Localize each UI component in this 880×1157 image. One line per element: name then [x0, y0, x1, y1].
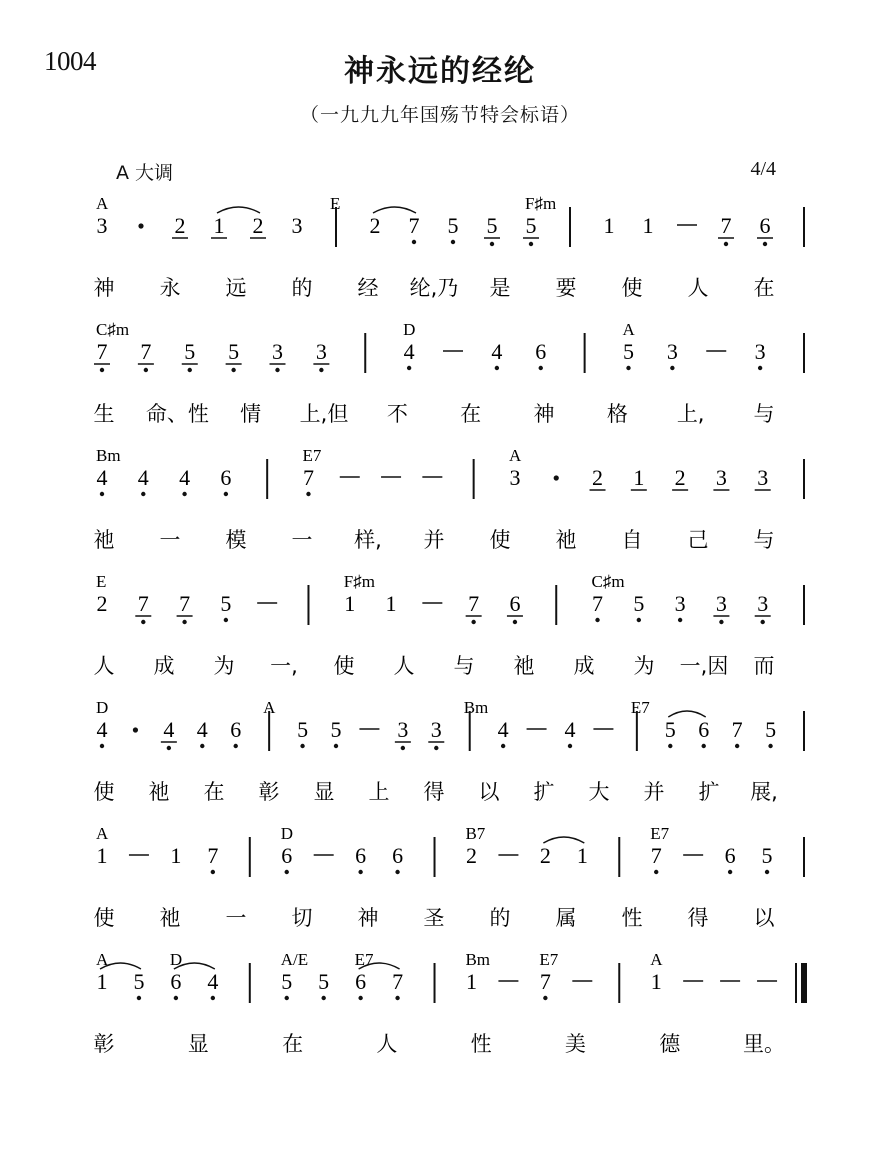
- lyric-syllable: 样,: [354, 528, 382, 552]
- note-digit: 5: [330, 717, 342, 742]
- lyric-syllable: 不: [386, 402, 408, 426]
- chord-symbol: A/E: [280, 950, 309, 969]
- lyric-syllable: 命、性: [145, 402, 209, 426]
- octave-dot: [234, 744, 238, 748]
- octave-dot: [358, 996, 362, 1000]
- note-digit: 1: [633, 465, 645, 490]
- note-digit: 2: [369, 213, 381, 238]
- chord-symbol: F♯m: [343, 572, 375, 591]
- note-digit: 2: [252, 213, 264, 238]
- chord-symbol: C♯m: [591, 572, 625, 591]
- lyric-syllable: 与: [753, 402, 775, 426]
- chord-symbol: E7: [354, 950, 374, 969]
- note-digit: 3: [757, 465, 769, 490]
- lyric-syllable: 己: [687, 528, 709, 552]
- note-digit: 7: [539, 969, 551, 994]
- octave-dot: [211, 870, 215, 874]
- lyric-syllable: 格: [606, 402, 628, 426]
- chord-symbol: C♯m: [96, 320, 130, 339]
- lyric-syllable: 永: [159, 276, 181, 300]
- note-digit: 3: [397, 717, 409, 742]
- note-digit: 7: [650, 843, 662, 868]
- octave-dot: [275, 368, 279, 372]
- lyric-syllable: 属: [555, 906, 577, 930]
- octave-dot: [395, 996, 399, 1000]
- lyric-syllable: 圣: [423, 906, 445, 930]
- note-digit: 4: [96, 465, 108, 490]
- note-digit: 1: [642, 213, 654, 238]
- lyric-syllable: 祂: [159, 906, 181, 930]
- note-digit: 3: [291, 213, 303, 238]
- chord-symbol: A: [96, 950, 109, 969]
- octave-dot: [401, 746, 405, 750]
- lyric-syllable: 与: [753, 528, 775, 552]
- octave-dot: [626, 366, 630, 370]
- lyric-syllable: 得: [423, 780, 445, 804]
- lyric-syllable: 以: [478, 780, 500, 804]
- note-digit: 7: [408, 213, 420, 238]
- octave-dot: [670, 366, 674, 370]
- lyric-syllable: 上,但: [299, 402, 349, 426]
- lyric-syllable: 祂: [513, 654, 535, 678]
- octave-dot: [490, 242, 494, 246]
- note-digit: 3: [315, 339, 327, 364]
- note-digit: 5: [765, 717, 777, 742]
- lyric-syllable: 得: [687, 906, 709, 930]
- lyric-syllable: 要: [555, 276, 577, 300]
- note-digit: 1: [650, 969, 662, 994]
- note-digit: 4: [207, 969, 219, 994]
- note-digit: 6: [509, 591, 521, 616]
- note-digit: 5: [133, 969, 145, 994]
- chord-symbol: A: [263, 698, 276, 717]
- chord-symbol: A: [650, 950, 663, 969]
- note-digit: 6: [281, 843, 293, 868]
- note-digit: 1: [465, 969, 477, 994]
- octave-dot: [761, 620, 765, 624]
- note-digit: 2: [539, 843, 551, 868]
- lyric-syllable: 切: [291, 906, 313, 930]
- lyric-syllable: 使: [489, 528, 511, 552]
- octave-dot: [728, 870, 732, 874]
- note-digit: 2: [96, 591, 108, 616]
- note-digit: 6: [698, 717, 710, 742]
- note-digit: 1: [385, 591, 397, 616]
- note-digit: 4: [403, 339, 415, 364]
- octave-dot: [100, 492, 104, 496]
- octave-dot: [513, 620, 517, 624]
- octave-dot: [306, 492, 310, 496]
- note-digit: 6: [170, 969, 182, 994]
- octave-dot: [300, 744, 304, 748]
- lyric-syllable: 彰: [258, 780, 280, 804]
- octave-dot: [334, 744, 338, 748]
- note-digit: 5: [525, 213, 537, 238]
- note-digit: 7: [140, 339, 152, 364]
- octave-dot: [668, 744, 672, 748]
- augmentation-dot: [554, 475, 559, 480]
- note-digit: 1: [96, 843, 108, 868]
- lyric-syllable: 彰: [93, 1032, 115, 1056]
- lyric-syllable: 的: [489, 906, 511, 930]
- lyric-syllable: 情: [240, 402, 262, 426]
- chord-symbol: E7: [630, 698, 650, 717]
- note-digit: 7: [468, 591, 480, 616]
- note-digit: 2: [174, 213, 186, 238]
- lyric-syllable: 上,: [676, 402, 705, 426]
- lyric-syllable: 为: [633, 654, 655, 678]
- octave-dot: [471, 620, 475, 624]
- note-digit: 4: [196, 717, 208, 742]
- chord-symbol: D: [169, 950, 183, 969]
- octave-dot: [719, 620, 723, 624]
- octave-dot: [224, 618, 228, 622]
- note-digit: 4: [163, 717, 175, 742]
- octave-dot: [763, 242, 767, 246]
- chord-symbol: E7: [650, 824, 670, 843]
- lyric-syllable: 祂: [93, 528, 115, 552]
- octave-dot: [568, 744, 572, 748]
- lyric-syllable: 神: [93, 276, 115, 300]
- note-digit: 6: [759, 213, 771, 238]
- chord-symbol: A: [508, 446, 522, 465]
- octave-dot: [451, 240, 455, 244]
- page-title: 神永远的经纶: [344, 54, 536, 89]
- note-digit: 6: [355, 843, 367, 868]
- lyric-syllable: 生: [93, 402, 115, 426]
- chord-symbol: D: [280, 824, 294, 843]
- octave-dot: [724, 242, 728, 246]
- lyric-syllable: 而: [753, 654, 775, 678]
- note-digit: 4: [137, 465, 149, 490]
- lyric-syllable: 显: [313, 780, 335, 804]
- octave-dot: [231, 368, 235, 372]
- augmentation-dot: [138, 223, 143, 228]
- octave-dot: [285, 996, 289, 1000]
- note-digit: 7: [179, 591, 191, 616]
- note-digit: 6: [220, 465, 232, 490]
- note-digit: 3: [509, 465, 521, 490]
- note-digit: 6: [230, 717, 242, 742]
- octave-dot: [678, 618, 682, 622]
- octave-dot: [495, 366, 499, 370]
- octave-dot: [529, 242, 533, 246]
- lyric-syllable: 人: [376, 1032, 398, 1056]
- note-digit: 6: [392, 843, 404, 868]
- octave-dot: [501, 744, 505, 748]
- lyric-syllable: 成: [153, 654, 175, 678]
- lyric-syllable: 在: [460, 402, 482, 426]
- octave-dot: [182, 492, 186, 496]
- chord-symbol: E: [330, 194, 341, 213]
- note-digit: 5: [664, 717, 676, 742]
- augmentation-dot: [133, 727, 138, 732]
- note-digit: 3: [674, 591, 686, 616]
- octave-dot: [358, 870, 362, 874]
- lyric-syllable: 人: [393, 654, 415, 678]
- lyric-syllable: 一: [291, 528, 313, 552]
- note-digit: 3: [430, 717, 442, 742]
- lyric-syllable: 为: [213, 654, 235, 678]
- lyric-syllable: 使: [333, 654, 355, 678]
- note-digit: 6: [535, 339, 547, 364]
- note-digit: 3: [757, 591, 769, 616]
- lyric-syllable: 扩: [698, 780, 720, 804]
- lyric-syllable: 纶,乃: [409, 276, 459, 300]
- lyric-syllable: 的: [291, 276, 313, 300]
- octave-dot: [321, 996, 325, 1000]
- note-digit: 3: [666, 339, 678, 364]
- chord-symbol: A: [96, 194, 109, 213]
- lyric-syllable: 一: [225, 906, 247, 930]
- octave-dot: [412, 240, 416, 244]
- chord-symbol: Bm: [96, 446, 121, 465]
- note-digit: 7: [207, 843, 219, 868]
- lyric-syllable: 里。: [743, 1032, 785, 1056]
- octave-dot: [765, 870, 769, 874]
- octave-dot: [211, 996, 215, 1000]
- lyric-syllable: 展,: [750, 780, 778, 804]
- note-digit: 3: [715, 465, 727, 490]
- note-digit: 4: [497, 717, 509, 742]
- hymn-number: 1004: [44, 46, 96, 76]
- chord-symbol: E7: [302, 446, 322, 465]
- lyric-syllable: 性: [470, 1032, 492, 1056]
- octave-dot: [141, 492, 145, 496]
- octave-dot: [200, 744, 204, 748]
- note-digit: 5: [623, 339, 634, 364]
- lyric-syllable: 扩: [533, 780, 555, 804]
- lyric-syllable: 大: [588, 780, 610, 804]
- octave-dot: [654, 870, 658, 874]
- note-digit: 5: [228, 339, 240, 364]
- time-signature: 4/4: [750, 158, 776, 180]
- lyric-syllable: 在: [282, 1032, 304, 1056]
- chord-symbol: E7: [539, 950, 559, 969]
- octave-dot: [407, 366, 411, 370]
- note-digit: 3: [272, 339, 283, 364]
- octave-dot: [543, 996, 547, 1000]
- note-digit: 1: [213, 213, 225, 238]
- lyric-syllable: 人: [687, 276, 709, 300]
- note-digit: 5: [281, 969, 293, 994]
- note-digit: 1: [603, 213, 615, 238]
- note-digit: 5: [486, 213, 498, 238]
- octave-dot: [224, 492, 228, 496]
- chord-symbol: F♯m: [525, 194, 557, 213]
- note-digit: 5: [184, 339, 196, 364]
- note-digit: 4: [179, 465, 191, 490]
- chord-symbol: B7: [465, 824, 486, 843]
- lyric-syllable: 德: [659, 1032, 681, 1056]
- note-digit: 5: [761, 843, 773, 868]
- lyric-syllable: 使: [93, 906, 115, 930]
- lyric-syllable: 并: [423, 528, 445, 552]
- chord-symbol: E: [96, 572, 107, 591]
- lyric-syllable: 使: [93, 780, 115, 804]
- octave-dot: [174, 996, 178, 1000]
- lyric-syllable: 并: [643, 780, 665, 804]
- octave-dot: [188, 368, 192, 372]
- key-signature: A 大调: [116, 162, 174, 184]
- note-digit: 5: [220, 591, 232, 616]
- octave-dot: [637, 618, 641, 622]
- lyric-syllable: 远: [225, 276, 247, 300]
- octave-dot: [595, 618, 599, 622]
- octave-dot: [319, 368, 323, 372]
- note-digit: 5: [318, 969, 330, 994]
- octave-dot: [100, 368, 104, 372]
- note-digit: 2: [465, 843, 477, 868]
- octave-dot: [758, 366, 762, 370]
- lyric-syllable: 在: [753, 276, 775, 300]
- note-digit: 3: [754, 339, 766, 364]
- note-digit: 7: [720, 213, 732, 238]
- chord-symbol: D: [96, 698, 109, 717]
- octave-dot: [167, 746, 171, 750]
- chord-symbol: A: [622, 320, 635, 339]
- note-digit: 6: [724, 843, 736, 868]
- note-digit: 7: [137, 591, 149, 616]
- note-digit: 1: [170, 843, 182, 868]
- octave-dot: [702, 744, 706, 748]
- octave-dot: [395, 870, 399, 874]
- octave-dot: [182, 620, 186, 624]
- lyric-syllable: 美: [564, 1032, 586, 1056]
- octave-dot: [735, 744, 739, 748]
- lyric-syllable: 神: [533, 402, 555, 426]
- note-digit: 6: [355, 969, 367, 994]
- note-digit: 5: [297, 717, 309, 742]
- lyric-syllable: 与: [453, 654, 475, 678]
- lyric-syllable: 祂: [555, 528, 577, 552]
- lyric-syllable: 性: [621, 906, 643, 930]
- lyric-syllable: 在: [203, 780, 225, 804]
- chord-symbol: D: [403, 320, 416, 339]
- octave-dot: [141, 620, 145, 624]
- octave-dot: [144, 368, 148, 372]
- lyric-syllable: 经: [357, 276, 379, 300]
- lyric-syllable: 自: [621, 528, 643, 552]
- lyric-syllable: 是: [489, 276, 511, 300]
- octave-dot: [285, 870, 289, 874]
- note-digit: 7: [392, 969, 404, 994]
- octave-dot: [434, 746, 438, 750]
- lyric-syllable: 使: [621, 276, 643, 300]
- subtitle: （一九九九年国殇节特会标语）: [299, 104, 580, 126]
- note-digit: 4: [564, 717, 576, 742]
- note-digit: 1: [96, 969, 108, 994]
- note-digit: 4: [491, 339, 503, 364]
- lyric-syllable: 一,因: [679, 654, 729, 678]
- lyric-syllable: 显: [187, 1032, 209, 1056]
- note-digit: 1: [576, 843, 588, 868]
- note-digit: 7: [96, 339, 108, 364]
- lyric-syllable: 人: [93, 654, 115, 678]
- lyric-syllable: 上: [368, 780, 390, 804]
- lyric-syllable: 以: [753, 906, 775, 930]
- note-digit: 4: [96, 717, 108, 742]
- note-digit: 1: [344, 591, 356, 616]
- octave-dot: [539, 366, 543, 370]
- note-digit: 7: [302, 465, 314, 490]
- lyric-syllable: 神: [357, 906, 379, 930]
- chord-symbol: A: [96, 824, 109, 843]
- chord-symbol: Bm: [463, 698, 489, 717]
- octave-dot: [100, 744, 104, 748]
- note-digit: 2: [674, 465, 686, 490]
- note-digit: 3: [96, 213, 108, 238]
- note-digit: 7: [731, 717, 743, 742]
- octave-dot: [137, 996, 141, 1000]
- chord-symbol: Bm: [465, 950, 491, 969]
- note-digit: 5: [633, 591, 645, 616]
- lyric-syllable: 一,: [270, 654, 298, 678]
- lyric-syllable: 成: [573, 654, 595, 678]
- note-digit: 7: [592, 591, 604, 616]
- lyric-syllable: 一: [159, 528, 181, 552]
- lyric-syllable: 模: [225, 528, 247, 552]
- note-digit: 5: [447, 213, 459, 238]
- lyric-syllable: 祂: [148, 780, 170, 804]
- note-digit: 2: [592, 465, 604, 490]
- note-digit: 3: [715, 591, 727, 616]
- octave-dot: [768, 744, 772, 748]
